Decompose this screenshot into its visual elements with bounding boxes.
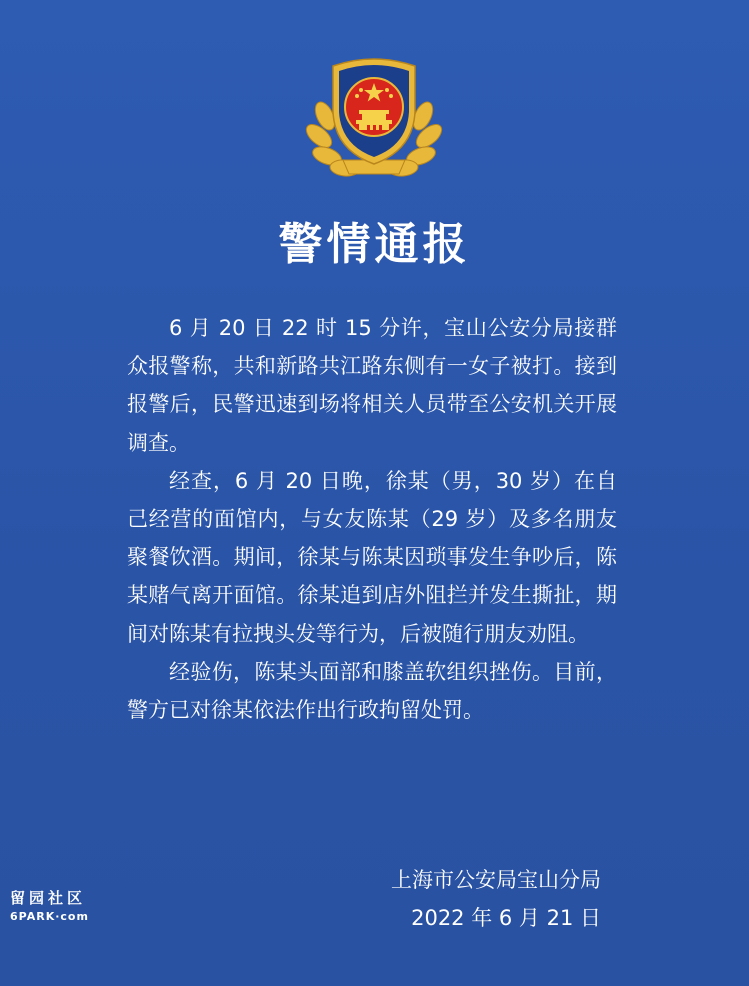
watermark-en: 6PARK·com xyxy=(10,910,89,923)
issue-date: 2022 年 6 月 21 日 xyxy=(411,906,601,930)
issuer-name: 上海市公安局宝山分局 xyxy=(391,868,601,892)
paragraph-investigation: 经查，6 月 20 日晚，徐某（男，30 岁）在自己经营的面馆内，与女友陈某（29 岁）及多名朋友聚餐饮酒。期间，徐某与陈某因琐事发生争吵后，陈某赌气离开面馆。徐某追到店外阻拦并发生撕扯，期间对陈某有拉拽头发等行为，后被随行朋友劝阻。 xyxy=(127,468,617,646)
watermark-cn: 留园社区 xyxy=(10,889,87,907)
notice-body xyxy=(127,309,617,729)
police-emblem-icon xyxy=(303,52,445,180)
signature-block xyxy=(391,861,601,937)
paragraph-result: 经验伤，陈某头面部和膝盖软组织挫伤。目前，警方已对徐某依法作出行政拘留处罚。 xyxy=(127,659,617,723)
paragraph-report: 6 月 20 日 22 时 15 分许，宝山公安分局接群众报警称，共和新路共江路东侧有一女子被打。接到报警后，民警迅速到场将相关人员带至公安机关开展调查。 xyxy=(127,316,617,455)
site-watermark xyxy=(10,887,89,923)
page-title: 警情通报 xyxy=(278,219,471,270)
